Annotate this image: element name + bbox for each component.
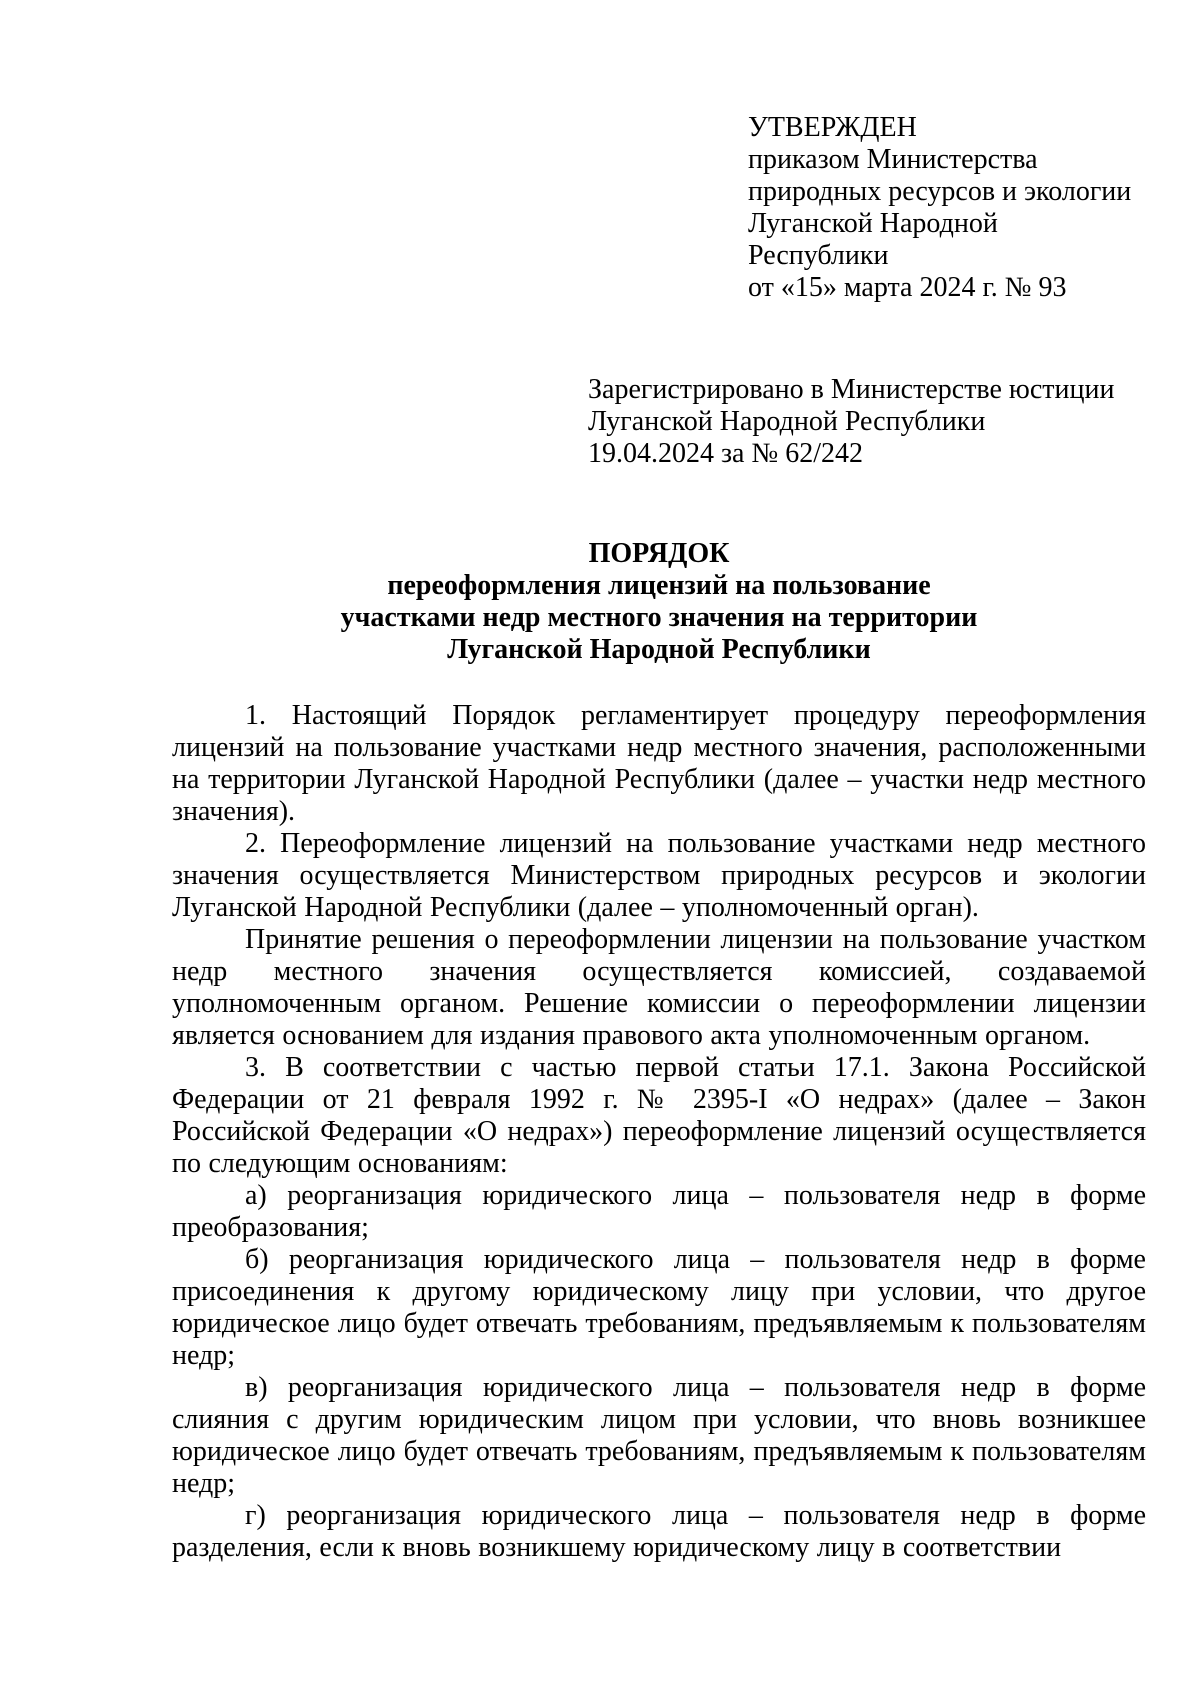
approval-line: Республики: [748, 240, 889, 271]
registration-note: [588, 374, 1178, 470]
title-line: Луганской Народной Республики: [447, 634, 871, 665]
paragraph: а) реорганизация юридического лица – пользователя недр в форме преобразования;: [172, 1180, 1146, 1243]
paragraph: 2. Переоформление лицензий на пользование участками недр местного значения осуществляется Министерством природных ресурсов и экологии Луганской Народной Республики (далее – уполномоченный орган).: [172, 828, 1146, 923]
paragraph: в) реорганизация юридического лица – пользователя недр в форме слияния с другим юридическим лицом при условии, что вновь возникшее юридическое лицо будет отвечать требованиям, предъявляемым к пользователям недр;: [172, 1372, 1146, 1499]
approval-line: от «15» марта 2024 г. № 93: [748, 272, 1067, 303]
paragraph: б) реорганизация юридического лица – пользователя недр в форме присоединения к другому юридическому лицу при условии, что другое юридическое лицо будет отвечать требованиям, предъявляемым к пользователям недр;: [172, 1244, 1146, 1371]
title-line: участками недр местного значения на территории: [340, 602, 978, 633]
approval-line: природных ресурсов и экологии: [748, 176, 1132, 207]
title-heading: ПОРЯДОК: [588, 538, 730, 569]
paragraph: 3. В соответствии с частью первой статьи 17.1. Закона Российской Федерации от 21 февраля 1992 г. № 2395-I «О недрах» (далее – Закон Российской Федерации «О недрах») переоформление лицензий осуществляется по следующим основаниям:: [172, 1052, 1146, 1179]
registration-line: Луганской Народной Республики: [588, 406, 986, 437]
approval-line: приказом Министерства: [748, 144, 1038, 175]
paragraph: 1. Настоящий Порядок регламентирует процедуру переоформления лицензий на пользование участками недр местного значения, расположенными на территории Луганской Народной Республики (далее – участки недр местного значения).: [172, 700, 1146, 827]
approval-line: УТВЕРЖДЕН: [748, 112, 917, 143]
approval-line: Луганской Народной: [748, 208, 998, 239]
paragraph: Принятие решения о переоформлении лицензии на пользование участком недр местного значения осуществляется комиссией, создаваемой уполномоченным органом. Решение комиссии о переоформлении лицензии является основанием для издания правового акта уполномоченным органом.: [172, 924, 1146, 1051]
registration-line: 19.04.2024 за № 62/242: [588, 438, 863, 469]
paragraph: г) реорганизация юридического лица – пользователя недр в форме разделения, если к вновь возникшему юридическому лицу в соответствии: [172, 1500, 1146, 1563]
approval-stamp: [748, 112, 1168, 304]
title-line: переоформления лицензий на пользование: [387, 570, 931, 601]
registration-line: Зарегистрировано в Министерстве юстиции: [588, 374, 1115, 405]
document-title: [172, 538, 1146, 666]
document-body: [172, 700, 1146, 1564]
